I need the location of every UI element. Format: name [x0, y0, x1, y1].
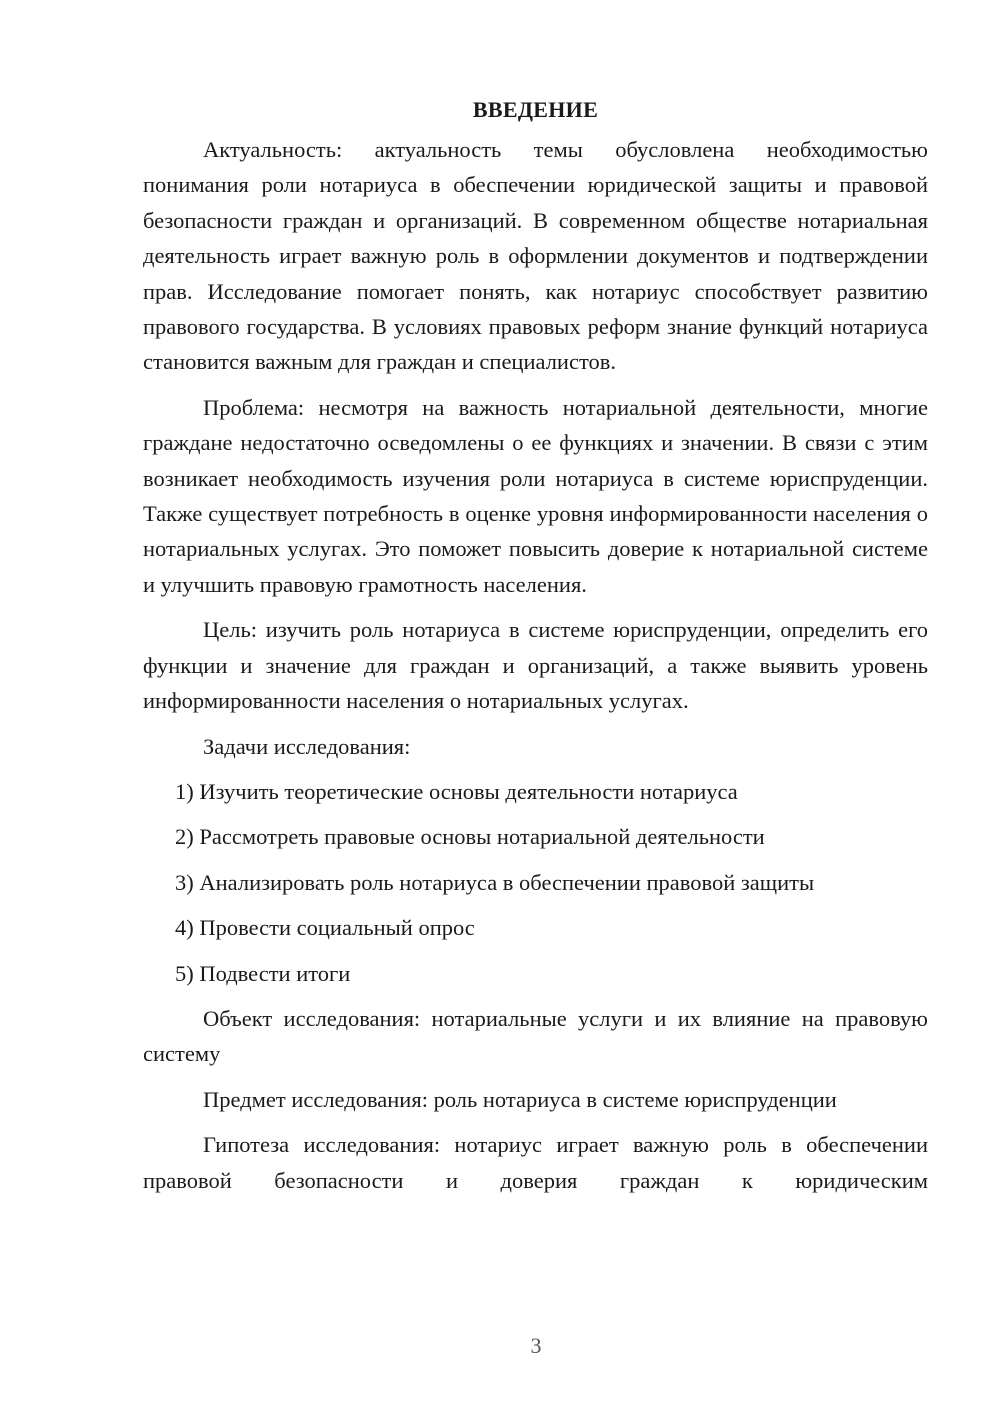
paragraph-subject: Предмет исследования: роль нотариуса в системе юриспруденции — [203, 1086, 837, 1112]
task-item-2: 2) Рассмотреть правовые основы нотариальной деятельности — [175, 824, 765, 850]
task-item-1: 1) Изучить теоретические основы деятельности нотариуса — [175, 778, 738, 804]
document-page — [143, 88, 928, 1208]
tasks-list — [143, 774, 928, 991]
task-item-4: 4) Провести социальный опрос — [175, 915, 475, 941]
task-item-3: 3) Анализировать роль нотариуса в обеспечении правовой защиты — [175, 869, 815, 895]
task-item-5: 5) Подвести итоги — [175, 960, 351, 986]
page-title: ВВЕДЕНИЕ — [472, 97, 599, 122]
paragraph-goal: Цель: изучить роль нотариуса в системе юриспруденции, определить его функции и значение для граждан и организаций, а также выявить уровень информированности населения о нотариальных услугах. — [143, 617, 928, 714]
paragraph-relevance: Актуальность: актуальность темы обусловлена необходимостью понимания роли нотариуса в обеспечении юридической защиты и правовой безопасности граждан и организаций. В современном обществе нотариальная деятельность играет важную роль в оформлении документов и подтверждении прав. Исследование помогает понять, как нотариус способствует развитию правового государства. В условиях правовых реформ знание функций нотариуса становится важным для граждан и специалистов. — [143, 137, 928, 375]
page-number: 3 — [530, 1333, 542, 1358]
tasks-heading: Задачи исследования: — [203, 733, 411, 759]
paragraph-problem: Проблема: несмотря на важность нотариальной деятельности, многие граждане недостаточно осведомлены о ее функциях и значении. В связи с этим возникает необходимость изучения роли нотариуса в системе юриспруденции. Также существует потребность в оценке уровня информированности населения о нотариальных услугах. Это поможет повысить доверие к нотариальной системе и улучшить правовую грамотность населения. — [143, 394, 928, 597]
paragraph-object: Объект исследования: нотариальные услуги и их влияние на правовую систему — [143, 1005, 928, 1067]
paragraph-hypothesis: Гипотеза исследования: нотариус играет важную роль в обеспечении правовой безопасности и доверия граждан к юридическим — [143, 1132, 928, 1193]
